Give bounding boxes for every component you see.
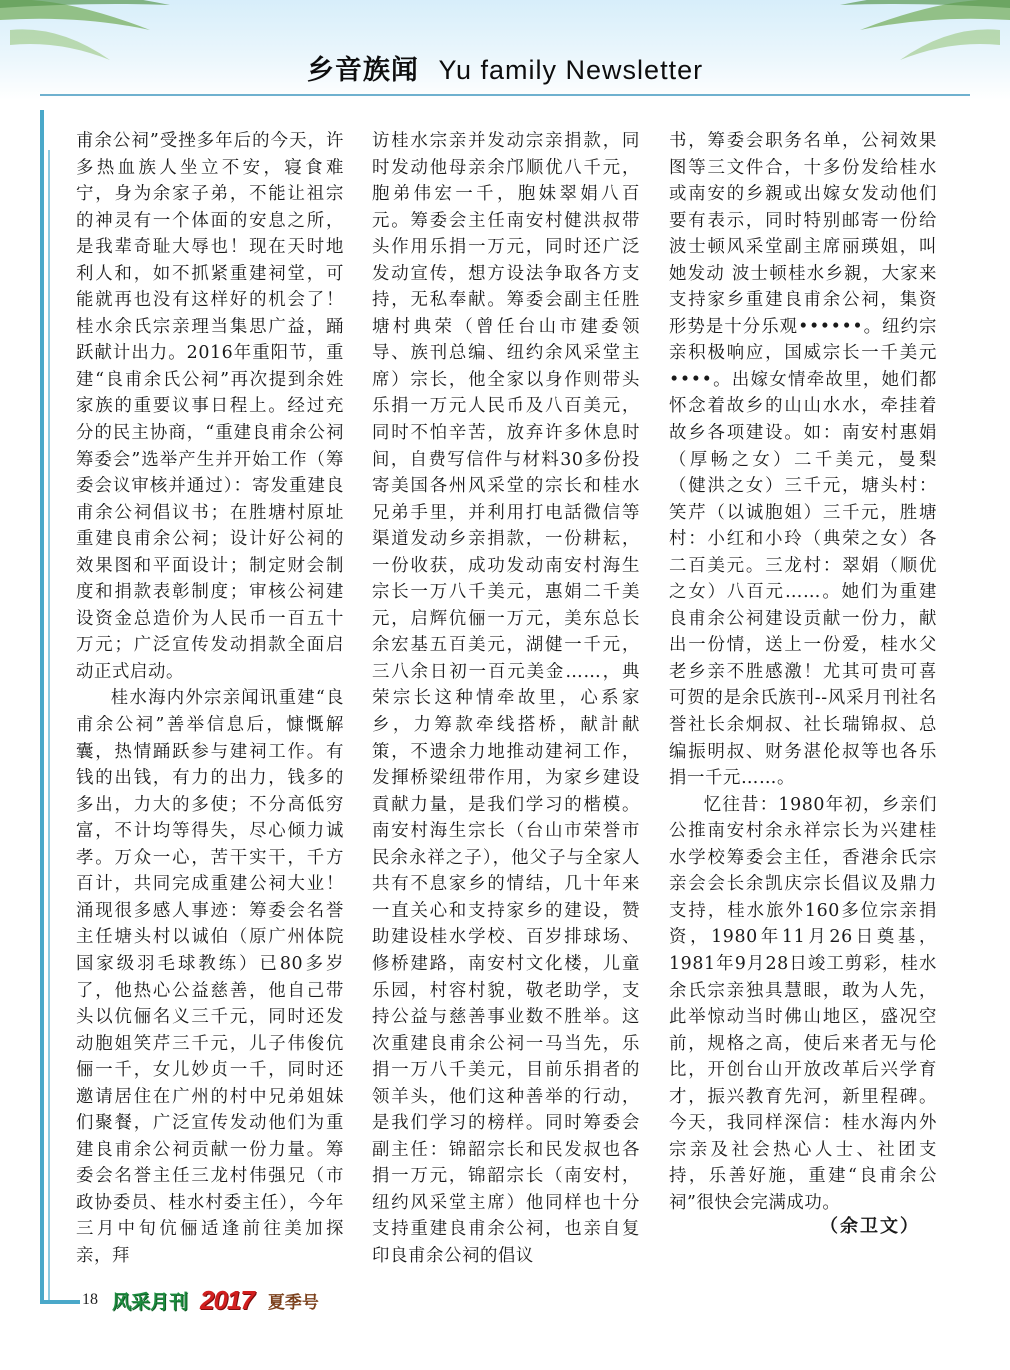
header-banner — [0, 0, 1010, 100]
paragraph: 桂水海内外宗亲闻讯重建“良甫余公祠”善举信息后，慷慨解囊，热情踊跃参与建祠工作。有钱的出钱，有力的出力，钱多的多出，力大的多使；不分高低穷富，不计均等得失，尽心倾力诚孝。万众一心，苦干实干，千方百计，共同完成重建公祠大业！涌现很多感人事迹：筹委会名誉主任塘头村以诚伯（原广州体院国家级羽毛球教练）已80多岁了，他热心公益慈善，他自己带头以伉俪名义三千元，同时还发动胞姐笑芹三千元，儿子伟俊伉俪一千，女儿妙贞一千，同时还邀请居住在广州的村中兄弟姐妹们聚餐，广泛宣传发动他们为重建良甫余公祠贡献一份力量。筹委会名誉主任三龙村伟强兄（市政协委员、桂水村委主任），今年三月中旬伉俪适逢前往美加探亲，拜 — [76, 688, 344, 1266]
newsletter-title — [0, 48, 1010, 87]
title-chinese: 乡音族闻 — [306, 55, 419, 86]
frame-bar-vertical-inner — [48, 150, 50, 1300]
text-column-2 — [372, 128, 640, 1270]
paragraph: 访桂水宗亲并发动宗亲捐款，同时发动他母亲余邝顺优八千元，胞弟伟宏一千，胞妹翠娟八百元。筹委会主任南安村健洪叔带头作用乐捐一万元，同时还广泛发动宣传，想方设法争取各方支持，无私奉献。筹委会副主任胜塘村典荣（曾任台山市建委领导、族刊总编、纽约余风采堂主席）宗长，他全家以身作则带头乐捐一万元人民币及八百美元，同时不怕辛苦，放弃许多休息时间，自费写信件与材料30多份投寄美国各州风采堂的宗长和桂水兄弟手里，并利用打电話微信等渠道发动乡亲捐款，一份耕耘，一份收获，成功发动南安村海生宗长一万八千美元，惠娟二千美元，启辉伉俪一万元，美东总长余宏基五百美元，湖健一千元，三八余日初一百元美金……，典荣宗长这种情牵故里，心系家乡，力筹款牵线搭桥，献計献策，不遗余力地推动建祠工作，发揮桥梁纽带作用，为家乡建设貢献力量，是我们学习的楷模。南安村海生宗长（台山市荣誉市民余永祥之子），他父子与全家人共有不息家乡的情结，几十年来一直关心和支持家乡的建设，赞助建设桂水学校、百岁排球场、修桥建路，南安村文化楼，儿童乐园，村容村貌，敬老助学，支持公益与慈善事业数不胜举。这次重建良甫余公祠一马当先，乐捐一万八千美元，目前乐捐者的领羊头，他们这种善举的行动，是我们学习的榜样。同时筹委会副主任：锦韶宗长和民发叔也各捐一万元，锦韶宗长（南安村，纽约风采堂主席）他同样也十分支持重建良甫余公祠，也亲自复印良甫余公祠的倡议 — [372, 131, 640, 1266]
page-footer — [82, 1285, 482, 1315]
issue-season: 夏季号 — [267, 1292, 319, 1313]
magazine-name: 风采月刊 — [112, 1290, 189, 1313]
title-english: Yu family Newsletter — [438, 55, 704, 85]
text-column-3 — [669, 128, 937, 1216]
header-divider — [40, 94, 970, 96]
paragraph: 书，筹委会职务名单，公祠效果图等三文件合，十多份发给桂水或南安的乡親或出嫁女发动他们要有表示，同时特别邮寄一份给波士顿风采堂副主席丽瑛姐，叫她发动 波士顿桂水乡親，大家来支持家乡重建良甫余公祠，集资形势是十分乐观••••••。纽约宗亲积极响应，国威宗长一千美元••••。出嫁女情牵故里，她们都怀念着故乡的山山水水，牵挂着故乡各项建设。如：南安村惠娟（厚畅之女）二千美元，曼梨（健洪之女）三千元，塘头村：笑芹（以诚胞姐）三千元，胜塘村：小红和小玲（典荣之女）各二百美元。三龙村：翠娟（顺优之女）八百元……。她们为重建良甫余公祠建设贡献一份力，献出一份情，送上一份爱，桂水父老乡亲不胜感激！尤其可贵可喜可贺的是余氏族刊--风采月刊社名誉社长余炯叔、社长瑞锦叔、总编振明叔、财务湛伦叔等也各乐捐一千元……。 — [669, 131, 937, 789]
author-signature: （余卫文） — [820, 1216, 920, 1237]
frame-bar-vertical — [40, 110, 44, 1300]
issue-year: 2017 — [200, 1284, 254, 1315]
text-column-1 — [76, 128, 344, 1270]
frame-bar-horizontal — [40, 1300, 80, 1304]
page-number: 18 — [82, 1291, 98, 1308]
paragraph: 忆往昔：1980年初，乡亲们公推南安村余永祥宗长为兴建桂水学校筹委会主任，香港余氏宗亲会会长余凯庆宗长倡议及鼎力支持，桂水旅外160多位宗亲捐资，1980年11月26日奠基，1981年9月28日竣工剪彩，桂水余氏宗亲独具慧眼，敢为人先，此举惊动当时佛山地区，盛况空前，规格之高，使后来者无与伦比，开创台山开放改革后兴学育才，振兴教育先河，新里程碑。今天，我同样深信：桂水海内外宗亲及社会热心人士、社团支持，乐善好施，重建“良甫余公祠”很快会完满成功。 — [669, 794, 937, 1213]
paragraph: 甫余公祠”受挫多年后的今天，许多热血族人坐立不安，寝食难宁，身为余家子弟，不能让祖宗的神灵有一个体面的安息之所，是我辈奇耻大辱也！现在天时地利人和，如不抓紧重建祠堂，可能就再也没有这样好的机会了！桂水余氏宗亲理当集思广益，踊跃献计出力。2016年重阳节，重建“良甫余氏公祠”再次提到余姓家族的重要议事日程上。经过充分的民主协商，“重建良甫余公祠筹委会”选举产生并开始工作（筹委会议审核并通过）：寄发重建良甫余公祠倡议书；在胜塘村原址重建良甫余公祠；设计好公祠的效果图和平面设计；制定财会制度和捐款表彰制度；审核公祠建设资金总造价为人民币一百五十万元；广泛宣传发动捐款全面启动正式启动。 — [76, 131, 344, 682]
